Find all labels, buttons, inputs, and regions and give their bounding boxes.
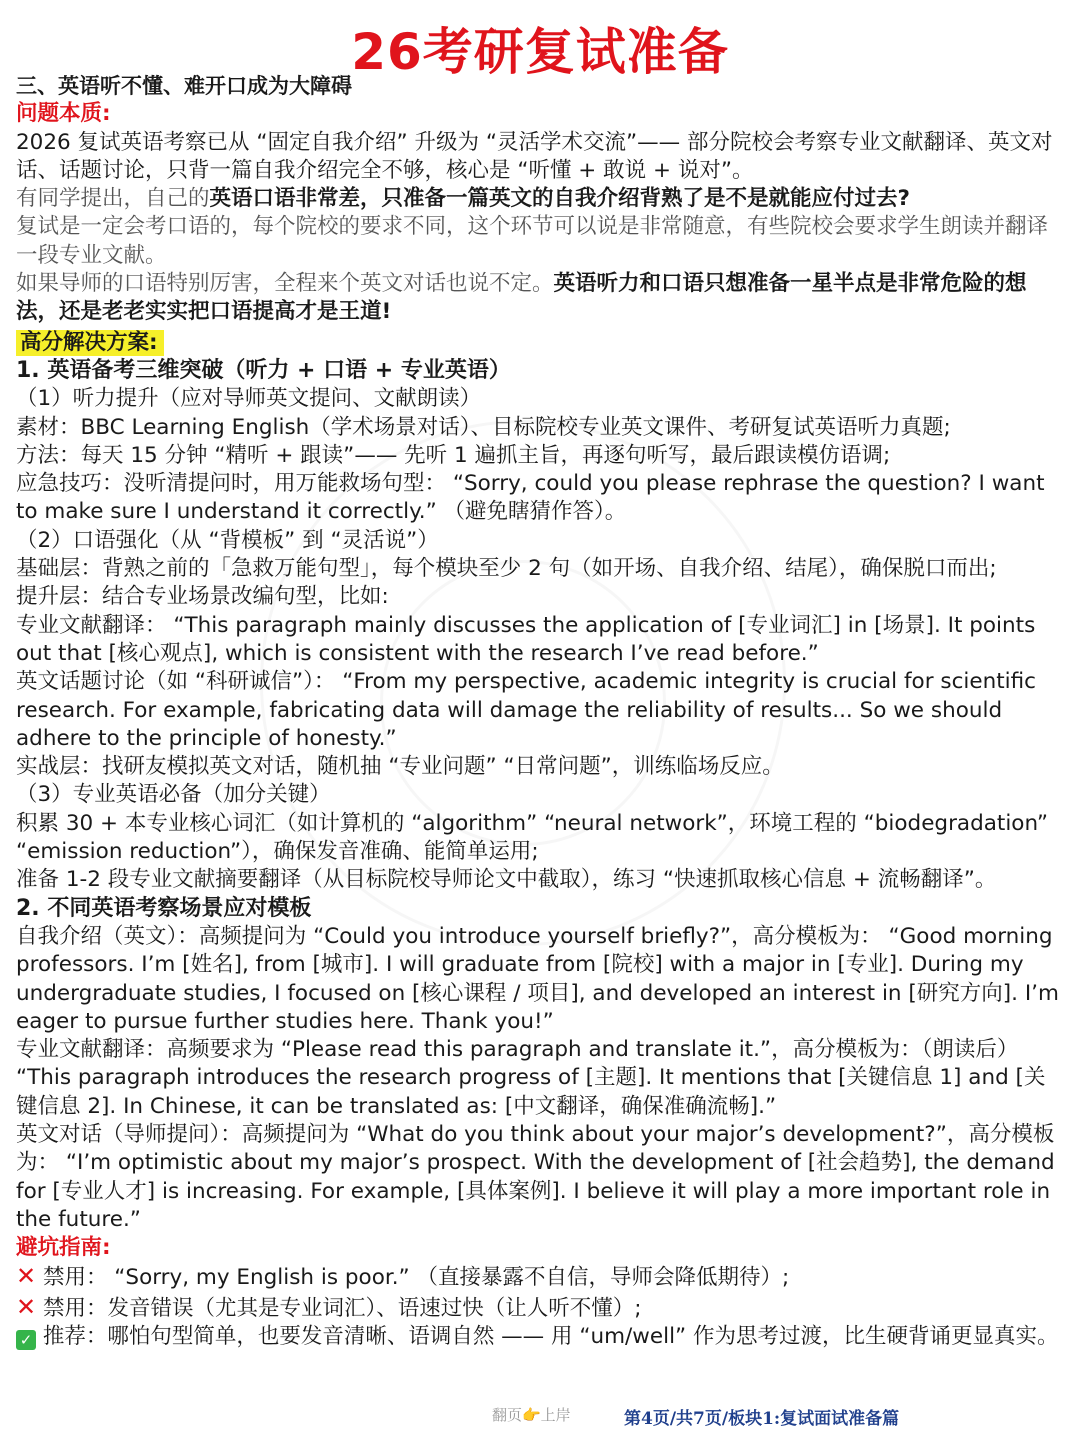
avoid-item-3-text: 推荐：哪怕句型简单，也要发音清晰、语调自然 —— 用 “um/well” 作为思考过渡，比生硬背诵更显真实。 xyxy=(36,1324,1059,1350)
page-indicator: 第4页/共7页/板块1:复试面试准备篇 xyxy=(624,1409,900,1429)
listening-method: 方法：每天 15 分钟 “精听 + 跟读”—— 先听 1 遍抓主旨，再逐句听写，最后跟读模仿语调; xyxy=(16,442,891,468)
solution-label-row xyxy=(16,329,1066,357)
avoid-item-2 xyxy=(16,1293,1066,1323)
speaking-discussion-example: 英文话题讨论（如 “科研诚信”）： “From my perspective, academic integrity is crucial for scientific research. For example, fabricating data will damage the reliability of results... So we should adhere to the principle of honesty.” xyxy=(16,669,1036,751)
avoid-label: 避坑指南: xyxy=(16,1235,111,1261)
listening-subtitle: （1）听力提升（应对导师英文提问、文献朗读） xyxy=(16,386,482,412)
template-translation: 专业文献翻译：高频要求为 “Please read this paragraph and translate it.”，高分模板为：（朗读后） “This paragraph introduces the research progress of [主题]. It mentions that [关键信息 1] and [关键信息 2]. In Chinese, it can be translated as: [中文翻译，确保准确流畅].” xyxy=(16,1037,1046,1119)
cross-icon: ✕ xyxy=(16,1262,37,1291)
article-body xyxy=(16,72,1066,1351)
question-prefix: 有同学提出，自己的 xyxy=(16,186,210,212)
problem-paragraph: 2026 复试英语考察已从 “固定自我介绍” 升级为 “灵活学术交流”—— 部分院校会考察专业文献翻译、英文对话、话题讨论，只背一篇自我介绍完全不够，核心是 “听懂 + 敢说 + 说对”。 xyxy=(16,129,1053,183)
avoid-item-1 xyxy=(16,1262,1066,1292)
problem-label: 问题本质: xyxy=(16,101,111,127)
advice-prefix: 如果导师的口语特别厉害，全程来个英文对话也说不定。 xyxy=(16,271,554,297)
listening-emergency-tip: 应急技巧：没听清提问时，用万能救场句型： “Sorry, could you please rephrase the question? I want to make sure I understand it correctly.” （避免瞎猜作答）。 xyxy=(16,471,1045,525)
question-bold: 英语口语非常差，只准备一篇英文的自我介绍背熟了是不是就能应付过去? xyxy=(209,186,910,212)
avoid-item-1-text: 禁用： “Sorry, my English is poor.” （直接暴露不自信，导师会降低期待）; xyxy=(36,1265,790,1291)
template-dialogue: 英文对话（导师提问）：高频提问为 “What do you think about your major’s development?”，高分模板为： “I’m optimistic about my major’s prospect. With the development of [社会趋势], the demand for [专业人才] is increasing. For example, [具体案例]. I believe it will play a more important role in the future.” xyxy=(16,1121,1055,1232)
check-icon: ✓ xyxy=(16,1330,36,1350)
speaking-practice: 实战层：找研友模拟英文对话，随机抽 “专业问题” “日常问题”，训练临场反应。 xyxy=(16,754,784,780)
oral-exam-paragraph: 复试是一定会考口语的，每个院校的要求不同，这个环节可以说是非常随意，有些院校会要求学生朗读并翻译一段专业文献。 xyxy=(16,214,1049,268)
professional-translation: 准备 1-2 段专业文献摘要翻译（从目标院校导师论文中截取），练习 “快速抓取核心信息 + 流畅翻译”。 xyxy=(16,867,997,893)
avoid-item-3 xyxy=(16,1323,1066,1351)
professional-vocabulary: 积累 30 + 本专业核心词汇（如计算机的 “algorithm” “neural network”，环境工程的 “biodegradation” “emission reduction”），确保发音准确、能简单运用; xyxy=(16,810,1049,865)
solution-label: 高分解决方案: xyxy=(16,330,164,356)
speaking-advanced: 提升层：结合专业场景改编句型，比如: xyxy=(16,584,389,610)
speaking-basic: 基础层：背熟之前的「急救万能句型」，每个模块至少 2 句（如开场、自我介绍、结尾），确保脱口而出; xyxy=(16,556,997,582)
template-self-intro: 自我介绍（英文）：高频提问为 “Could you introduce yourself briefly?”，高分模板为： “Good morning professors. I’m [姓名], from [城市]. I will graduate from [院校] with a major in [专业]. During my undergraduate studies, I focused on [核心课程 / 项目], and developed an interest in [研究方向]. I’m eager to pursue further studies here. Thank you!” xyxy=(16,923,1059,1034)
advice-bold: 英语听力和口语只想准备一星半点是非常危险的想法，还是老老实实把口语提高才是王道! xyxy=(16,271,1027,325)
listening-materials: 素材：BBC Learning English（学术场景对话）、目标院校专业英文课件、考研复试英语听力真题; xyxy=(16,414,951,440)
page-title: 26考研复试准备 xyxy=(351,23,729,81)
professional-english-subtitle: （3）专业英语必备（加分关键） xyxy=(16,782,331,808)
section-2-title: 2. 不同英语考察场景应对模板 xyxy=(16,895,312,921)
flip-page-hint[interactable]: 翻页👉上岸 xyxy=(492,1406,571,1424)
avoid-item-2-text: 禁用：发音错误（尤其是专业词汇）、语速过快（让人听不懂）; xyxy=(36,1295,642,1321)
advice-paragraph xyxy=(16,270,1066,327)
section-1-title: 1. 英语备考三维突破（听力 + 口语 + 专业英语） xyxy=(16,357,511,383)
section-heading: 三、英语听不懂、难开口成为大障碍 xyxy=(16,74,352,98)
question-paragraph xyxy=(16,185,1066,213)
speaking-subtitle: （2）口语强化（从 “背模板” 到 “灵活说”） xyxy=(16,527,439,553)
cross-icon: ✕ xyxy=(16,1292,37,1321)
speaking-translation-example: 专业文献翻译： “This paragraph mainly discusses the application of [专业词汇] in [场景]. It points out that [核心观点], which is consistent with the research I’ve read before.” xyxy=(16,612,1036,666)
footer xyxy=(492,1404,900,1429)
